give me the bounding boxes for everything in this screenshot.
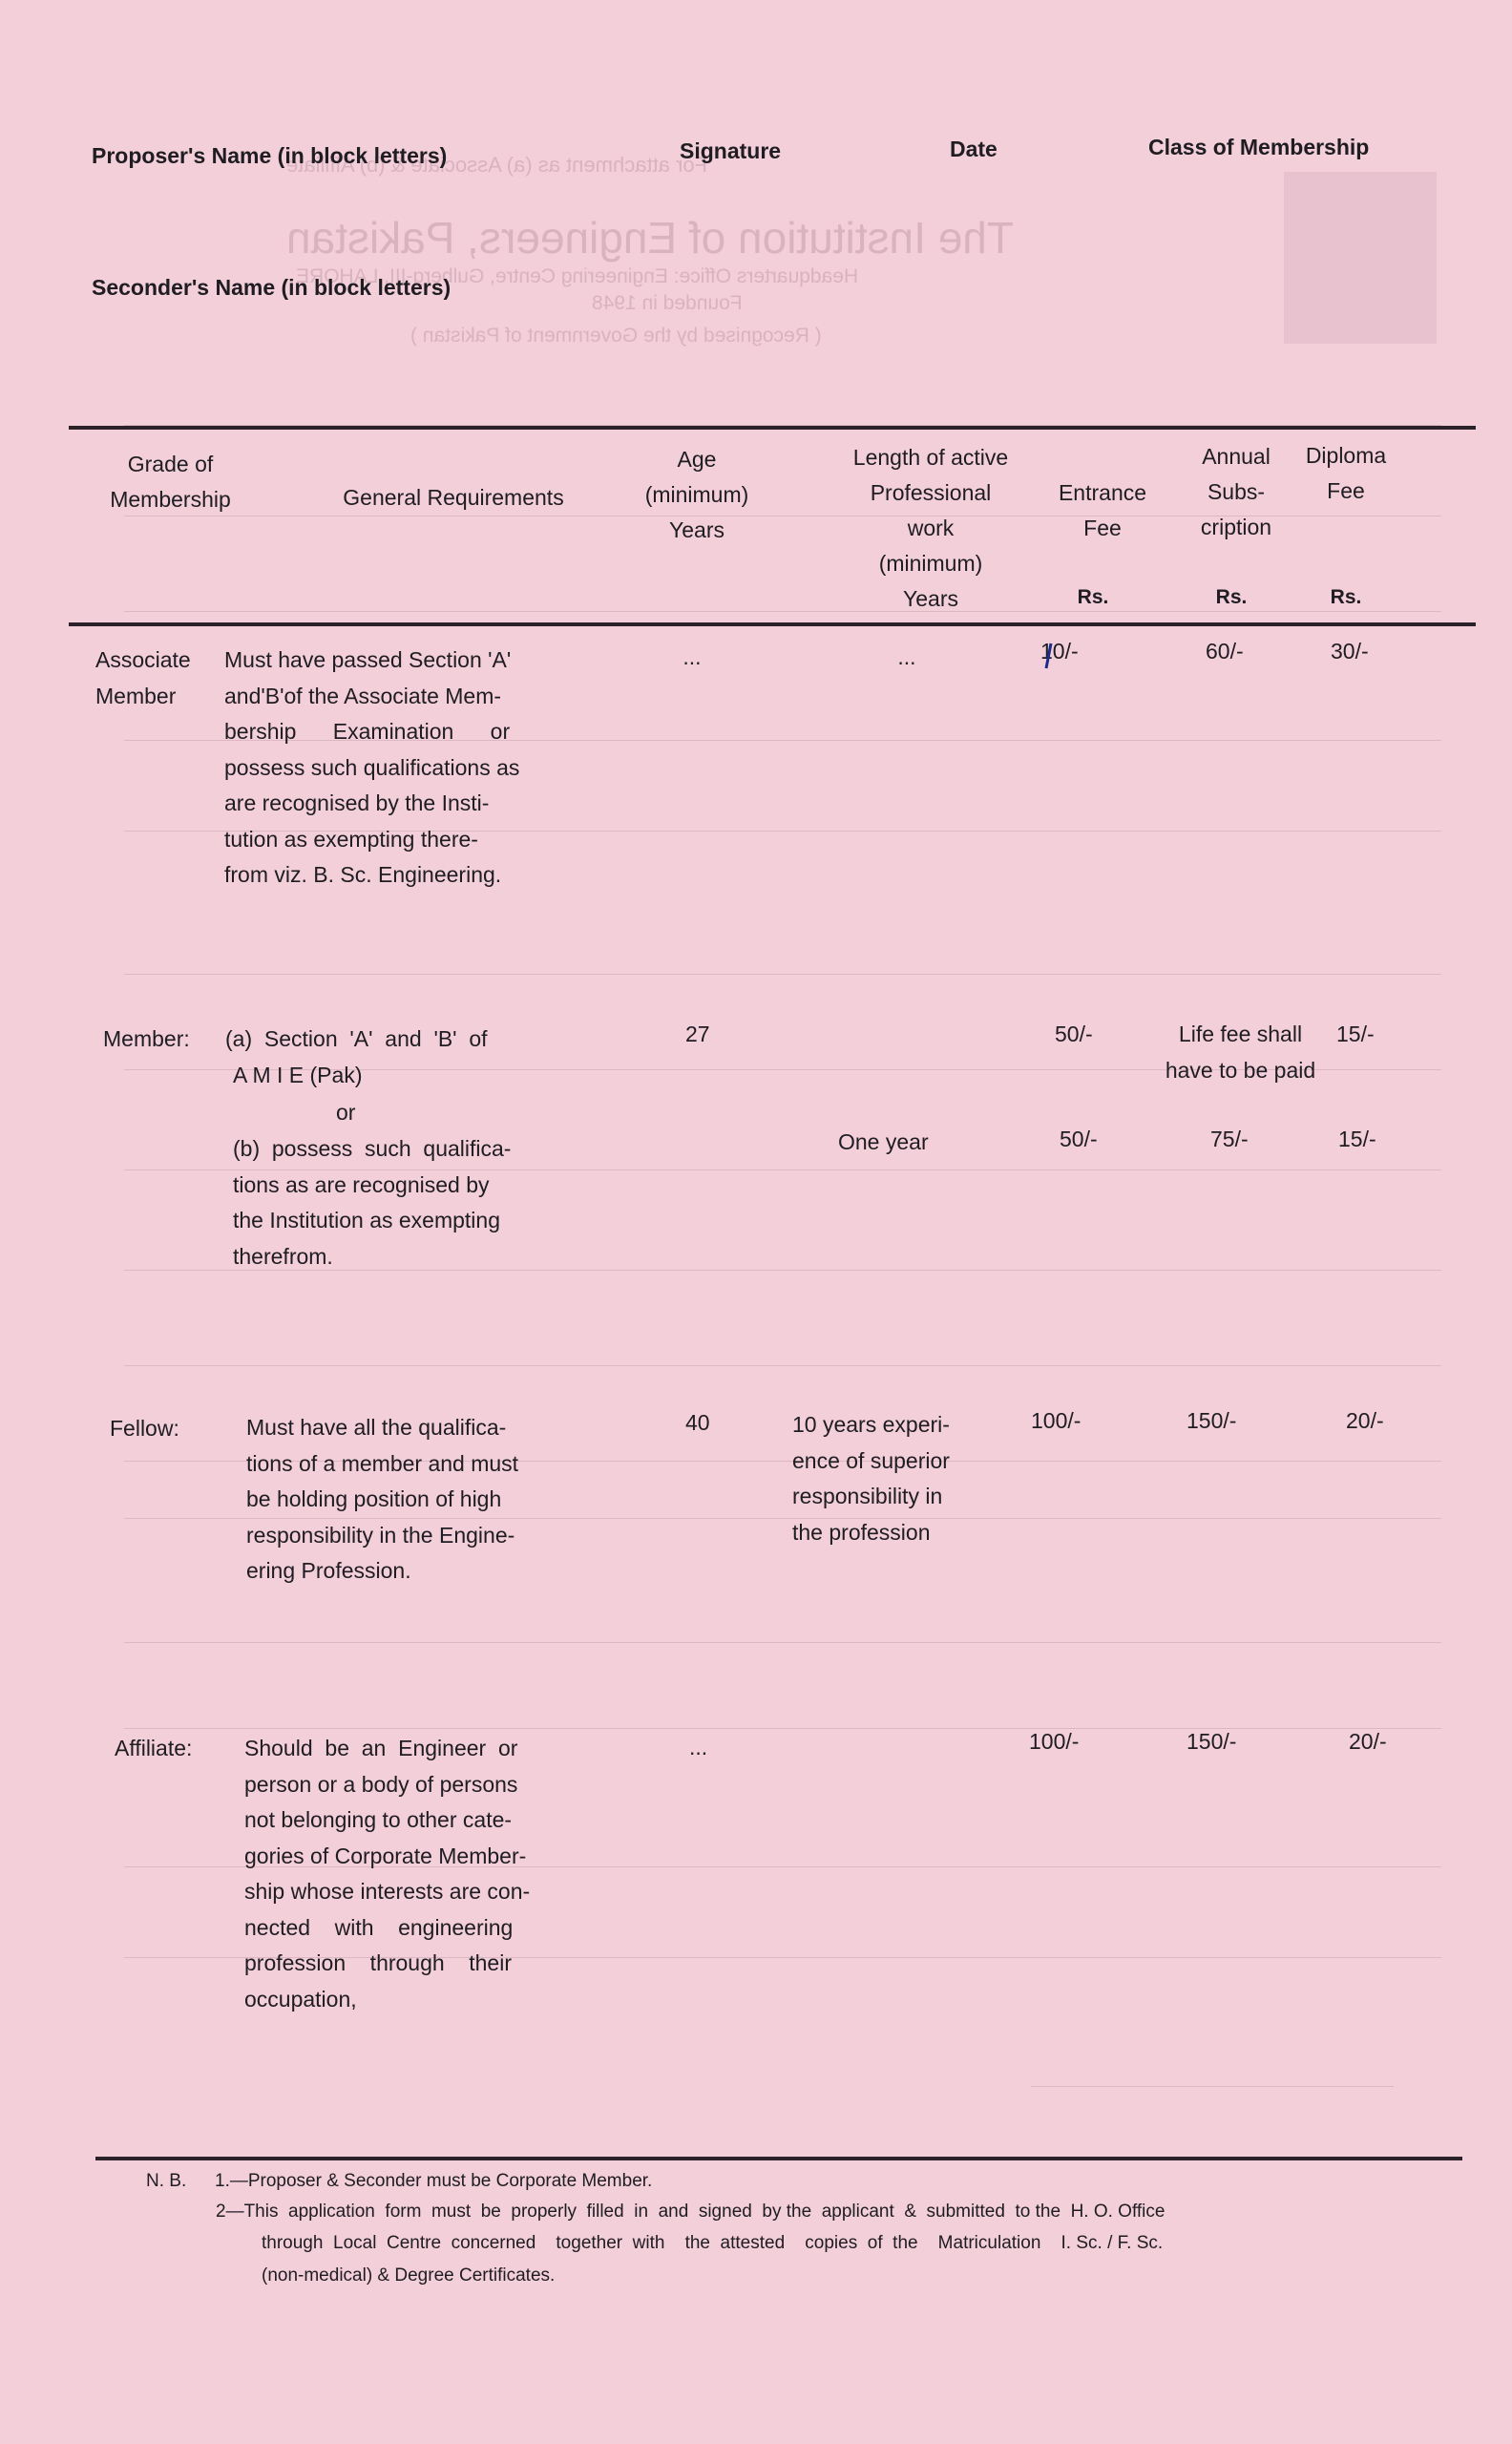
row-affiliate-requirements: Should be an Engineer or person or a body of persons not belonging to other cate- gories of Corporate Member- ship whose interests are con- nected with engineering profession through their occupation, xyxy=(244,1736,531,2012)
row-associate-entrance-fee: 10/- xyxy=(1040,639,1079,664)
col-diploma-unit: Rs. xyxy=(1330,586,1362,608)
row-fellow-length: 10 years experi- ence of superior responsibility in the profession xyxy=(792,1412,950,1545)
table-header-rule xyxy=(69,622,1476,626)
row-associate-grade: Associate Member xyxy=(95,647,191,708)
row-member-annual-a: Life fee shall have to be paid xyxy=(1165,1022,1316,1083)
col-diploma-header: Diploma Fee xyxy=(1305,443,1387,503)
table-top-rule xyxy=(69,426,1476,430)
col-annual-unit: Rs. xyxy=(1215,586,1248,608)
date-label: Date xyxy=(950,137,998,161)
col-entrance-unit: Rs. xyxy=(1077,586,1109,608)
col-annual-header: Annual Subs- cription xyxy=(1200,444,1272,539)
row-fellow-requirements: Must have all the qualifica- tions of a member and must be holding position of high responsibility in the Engine- ering Profession. xyxy=(246,1415,519,1583)
notes-top-rule xyxy=(95,2157,1462,2160)
col-requirements-header: General Requirements xyxy=(343,485,564,510)
row-affiliate-annual: 150/- xyxy=(1186,1729,1237,1754)
row-associate-annual: 60/- xyxy=(1206,639,1244,664)
row-affiliate-grade: Affiliate: xyxy=(115,1736,193,1760)
row-affiliate-entrance-fee: 100/- xyxy=(1029,1729,1080,1754)
col-age-header: Age (minimum) Years xyxy=(644,447,749,542)
row-member-age: 27 xyxy=(685,1022,710,1046)
row-member-or: or xyxy=(336,1100,356,1125)
row-fellow-diploma-fee: 20/- xyxy=(1346,1408,1384,1433)
row-member-requirements-a: (a) Section 'A' and 'B' of A M I E (Pak) xyxy=(225,1026,488,1087)
notes-prefix: N. B. xyxy=(146,2171,187,2191)
seconder-name-label: Seconder's Name (in block letters) xyxy=(92,275,452,300)
row-member-diploma-fee-b: 15/- xyxy=(1338,1127,1376,1151)
row-member-annual-b: 75/- xyxy=(1210,1127,1249,1151)
row-member-requirements-b: (b) possess such qualifica- tions as are recognised by the Institution as exempting therefrom. xyxy=(233,1136,512,1269)
ink-correction-mark xyxy=(1043,640,1072,672)
note-1: 1.—Proposer & Seconder must be Corporate Member. xyxy=(215,2171,653,2191)
row-fellow-entrance-fee: 100/- xyxy=(1031,1408,1082,1433)
class-of-membership-label: Class of Membership xyxy=(1148,135,1370,159)
col-entrance-header: Entrance Fee xyxy=(1058,480,1147,540)
row-associate-age: ... xyxy=(682,644,702,669)
col-length-header: Length of active Professional work (minimum) Years xyxy=(852,445,1009,611)
row-associate-requirements: Must have passed Section 'A' and'B'of the Associate Mem- bership Examination or possess such qualifications as are recognised by the Insti- tution as exempting there- from viz. B. Sc. Engineering. xyxy=(224,647,520,887)
row-member-entrance-fee-b: 50/- xyxy=(1060,1127,1098,1151)
note-2: 2—This application form must be properly filled in and signed by the applicant & submitted to the H. O. Office through Local Centre concerned together with the attested copies of the Matriculation I. Sc. / F. Sc. (non-medical) & Degree Certificates. xyxy=(216,2202,1166,2286)
row-fellow-age: 40 xyxy=(685,1410,710,1435)
proposer-name-label: Proposer's Name (in block letters) xyxy=(92,143,448,168)
row-associate-diploma-fee: 30/- xyxy=(1331,639,1369,664)
row-affiliate-age: ... xyxy=(689,1735,708,1759)
row-member-diploma-fee-a: 15/- xyxy=(1336,1022,1375,1046)
row-member-grade: Member: xyxy=(103,1026,190,1051)
row-fellow-annual: 150/- xyxy=(1186,1408,1237,1433)
signature-label: Signature xyxy=(680,138,782,163)
row-member-entrance-fee-a: 50/- xyxy=(1055,1022,1093,1046)
row-member-length-b: One year xyxy=(838,1129,929,1154)
row-associate-length: ... xyxy=(897,644,916,669)
row-affiliate-diploma-fee: 20/- xyxy=(1349,1729,1387,1754)
col-grade-header: Grade of Membership xyxy=(110,452,231,512)
row-fellow-grade: Fellow: xyxy=(110,1416,179,1441)
